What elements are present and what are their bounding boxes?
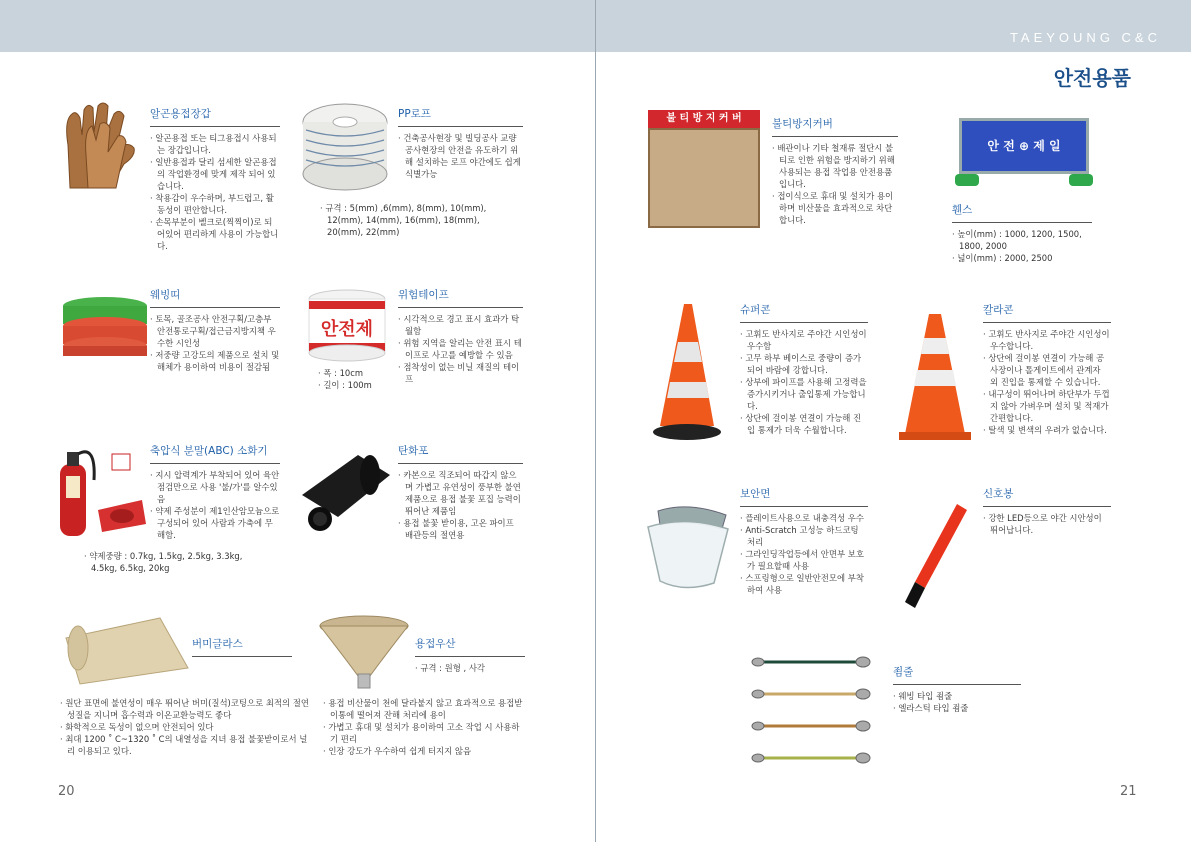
desc-line: · 카본으로 직조되어 따갑지 않으며 가볍고 유연성이 풍부한 불연제품으로 용접 불꽃 포집 능력이 뛰어난 제품임 [398,469,523,517]
item-description [398,132,523,180]
item-name: 보안면 [740,486,868,507]
item-carbon-cloth [398,443,523,541]
item-color-cone [983,302,1111,436]
desc-line: · 손목부분이 벨크로(찍찍이)로 되어있어 편리하게 사용이 가능합니다. [150,216,280,252]
desc-line: · Anti-Scratch 고성능 하드코팅 처리 [740,524,868,548]
desc-line: · 일반용접과 달리 섬세한 알곤용접의 작업환경에 맞게 제작 되어 있습니다. [150,156,280,192]
desc-line: · 인장 강도가 우수하여 쉽게 터지지 않음 [323,745,523,757]
desc-line: · 고휘도 반사지로 주야간 시인성이 우수함 [740,328,868,352]
desc-line: · 고휘도 반사지로 주야간 시인성이 우수합니다. [983,328,1111,352]
signal-baton-image [895,498,975,618]
desc-line: · 접이식으로 휴대 및 설치가 용이하며 비산물을 효과적으로 차단합니다. [772,190,898,226]
item-name: 위험테이프 [398,287,523,308]
desc-line: · 가볍고 휴대 및 설치가 용이하여 고소 작업 시 사용하기 편리 [323,721,523,745]
item-argon-gloves [150,106,280,252]
item-signal-baton [983,486,1111,536]
item-description [150,132,280,252]
fence-image [955,112,1095,192]
item-name: 알곤용접장갑 [150,106,280,127]
item-name: 슈퍼콘 [740,302,868,323]
desc-line: · 플레이트사용으로 내충격성 우수 [740,512,868,524]
desc-line: · 용접 불꽃 받이용, 고온 파이프 배관등의 절연용 [398,517,523,541]
item-name: PP로프 [398,106,523,127]
item-spec [415,662,525,674]
desc-line: · 상단에 걸이봉 연결이 가능해 진입 통제가 더욱 수월합니다. [740,412,868,436]
spec-line: · 규격 : 5(mm) ,6(mm), 8(mm), 10(mm), 12(mm), 14(mm), 16(mm), 18(mm), 20(mm), 22(mm) [320,202,510,238]
desc-line: · 고무 하부 베이스로 중량이 증가되어 바람에 강합니다. [740,352,868,376]
desc-line: · 스프링형으로 일반안전모에 부착하여 사용 [740,572,868,596]
item-pp-rope [398,106,523,180]
item-name: 버미글라스 [192,636,292,657]
item-name: 용접우산 [415,636,525,657]
extinguisher-spec [84,550,264,574]
tape-specs [318,367,398,391]
desc-line: · 착용감이 우수하며, 부드럽고, 활동성이 편안합니다. [150,192,280,216]
desc-line: · 시각적으로 경고 표시 효과가 탁월함 [398,313,523,337]
umbrella-description [323,697,523,757]
item-description [983,512,1111,536]
desc-line: · 강한 LED등으로 야간 시안성이 뛰어납니다. [983,512,1111,536]
item-name: 죔줄 [893,664,1021,685]
desc-line: · 상부에 파이프를 사용해 고정력을 증가시키거나 출입통제 가능합니다. [740,376,868,412]
item-description [150,313,280,373]
extinguisher-image [50,440,150,540]
desc-line: · 원단 표면에 불연성이 매우 뛰어난 버미(질석)코팅으로 최적의 절연성질을 지니며 흡수력과 이온교환능력도 좋다 [60,697,315,721]
desc-line: · 탈색 및 변색의 우려가 없습니다. [983,424,1111,436]
item-name: 불티방지커버 [772,116,898,137]
item-description [772,142,898,226]
spark-cover-image [648,110,760,228]
spec-line: · 길이 : 100m [318,379,398,391]
page-number-left: 20 [58,784,75,799]
item-description [893,690,1021,714]
lanyards-image [748,648,873,773]
color-cone-image [895,308,975,444]
face-shield-image [638,497,734,597]
item-fence [952,202,1092,264]
item-description [398,313,523,385]
spark-cover-sign: 불 티 방 지 커 버 [648,110,760,128]
item-description [398,469,523,541]
item-specs [952,228,1092,264]
welding-umbrella-image [318,612,410,692]
item-name: 탄화포 [398,443,523,464]
super-cone-image [650,298,725,443]
item-name: 신호봉 [983,486,1111,507]
spec-line: · 규격 : 원형 , 사각 [415,662,525,674]
desc-line: · 점착성이 없는 비닐 재질의 테이프 [398,361,523,385]
desc-line: · 웨빙 타입 죔줄 [893,690,1021,702]
desc-line: · 엘라스틱 타입 죔줄 [893,702,1021,714]
item-spark-cover [772,116,898,226]
danger-tape-image [305,287,390,367]
item-description [740,512,868,596]
desc-line: · 그라인딩작업등에서 안면부 보호가 필요할때 사용 [740,548,868,572]
desc-line: · 내구성이 뛰어나며 하단부가 두껍지 않아 가벼우며 설치 및 적재가 간편합니다. [983,388,1111,424]
desc-line: · 화학적으로 독성이 없으며 안전되어 있다 [60,721,315,733]
page-title: 안전용품 [1053,66,1131,90]
rope-image [300,98,390,193]
desc-line: · 상단에 걸이봉 연결이 가능해 공사장이나 톨게이트에서 관계자 외 진입을 통제할 수 있습니다. [983,352,1111,388]
desc-line: · 최대 1200 ˚ C~1320 ˚ C의 내열성을 지녀 용접 불꽃받이로서 널리 이용되고 있다. [60,733,315,757]
desc-line: · 토목, 골조공사 안전구획/고층부 안전통로구획/접근금지방지책 우수한 시인성 [150,313,280,349]
desc-line: · 배관이나 기타 철재류 절단시 불티로 인한 위험을 방지하기 위해 사용되는 용접 작업용 안전용품 입니다. [772,142,898,190]
item-vermiculite [192,636,292,662]
page-number-right: 21 [1120,784,1137,799]
item-name: 축압식 분말(ABC) 소화기 [150,443,280,464]
webbing-image [60,292,150,364]
desc-line: · 위험 지역을 알리는 안전 표시 테이프로 사고를 예방할 수 있음 [398,337,523,361]
page-spine [595,0,596,842]
desc-line: · 약제 주성분이 제1인산암모늄으로 구성되어 있어 사람과 가축에 무해함. [150,505,280,541]
desc-line: · 지시 압력계가 부착되어 있어 육안 점검만으로 사용 '불/가'를 알수있음 [150,469,280,505]
item-description [740,328,868,436]
item-description [983,328,1111,436]
item-name: 웨빙띠 [150,287,280,308]
spec-line: · 약제중량 : 0.7kg, 1.5kg, 2.5kg, 3.3kg, 4.5kg, 6.5kg, 20kg [84,550,264,574]
rope-spec [320,202,510,238]
desc-line: · 저중량 고강도의 제품으로 설치 및 해체가 용이하여 비용이 절감됨 [150,349,280,373]
item-danger-tape [398,287,523,385]
item-super-cone [740,302,868,436]
desc-line: · 알곤용접 또는 티그용접시 사용되는 장갑입니다. [150,132,280,156]
gloves-image [58,100,138,190]
item-extinguisher [150,443,280,541]
item-webbing [150,287,280,373]
spec-line: · 폭 : 10cm [318,367,398,379]
item-name: 휀스 [952,202,1092,223]
brand-name: TAEYOUNG C&C [1009,30,1161,45]
item-welding-umbrella [415,636,525,674]
carbon-cloth-image [298,445,393,535]
svg-text:안전제: 안전제 [320,319,374,340]
spec-line: · 넓이(mm) : 2000, 2500 [952,252,1092,264]
vermiculite-image [60,608,190,688]
item-face-shield [740,486,868,596]
desc-line: · 건축공사현장 및 빌딩공사 교량공사현장의 안전을 유도하기 위해 설치하는 로프 야간에도 쉽게 식별가능 [398,132,523,180]
vermiculite-description [60,697,315,757]
item-description [150,469,280,541]
desc-line: · 용접 비산물이 천에 달라붙지 않고 효과적으로 용접받이통에 떨어져 잔해 처리에 용이 [323,697,523,721]
item-lanyard [893,664,1021,714]
spec-line: · 높이(mm) : 1000, 1200, 1500, 1800, 2000 [952,228,1092,252]
item-name: 칼라콘 [983,302,1111,323]
fence-banner: 안 전 ⊕ 제 일 [959,118,1089,174]
